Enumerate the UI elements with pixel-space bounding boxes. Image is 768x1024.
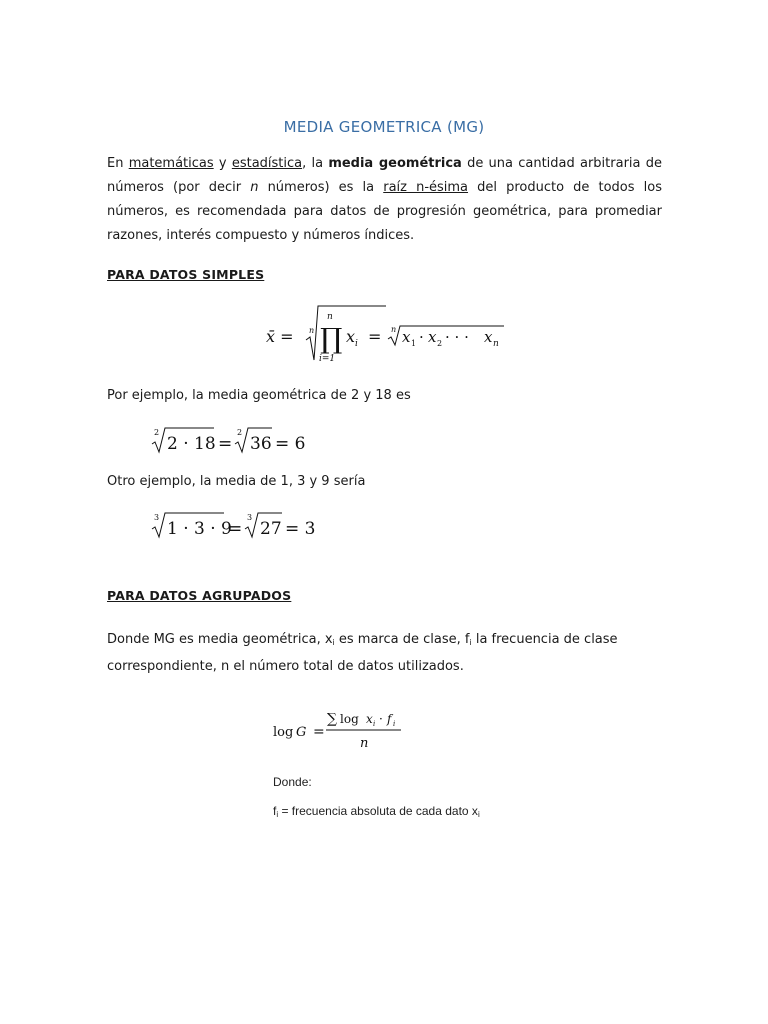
num-f: f xyxy=(387,712,392,726)
dot-1: · xyxy=(419,328,424,346)
xn-sub: n xyxy=(493,339,499,349)
link-raiz-n-esima[interactable]: raíz n-ésima xyxy=(383,180,469,195)
intro-text-3: , la xyxy=(302,156,329,171)
bold-term: media geométrica xyxy=(328,156,462,171)
root-index-2: n xyxy=(391,325,397,334)
intro-text-1: En xyxy=(107,156,129,171)
root-index: n xyxy=(309,326,315,335)
section-heading-grouped: PARA DATOS AGRUPADOS xyxy=(107,588,292,603)
intro-text-2: y xyxy=(213,156,232,171)
section-heading-simple: PARA DATOS SIMPLES xyxy=(107,267,265,282)
formula-example2 xyxy=(150,505,340,545)
grouped-sub-2: i xyxy=(469,638,472,647)
x1: x xyxy=(402,328,411,346)
donde-label: Donde: xyxy=(273,775,312,789)
page-title: MEDIA GEOMETRICA (MG) xyxy=(283,118,485,136)
sigma-symbol: ∑ xyxy=(327,711,337,727)
ex1-index: 2 xyxy=(154,428,160,437)
formula-lhs: x̄ = xyxy=(266,327,294,346)
grouped-sub-1: i xyxy=(332,638,335,647)
example2-text: Otro ejemplo, la media de 1, 3 y 9 sería xyxy=(107,474,366,489)
intro-text-4: de una cantidad arbitraria de números (por decir xyxy=(107,156,662,195)
ex1-radicand: 2 · 18 xyxy=(167,434,216,454)
lhs-log: log xyxy=(273,725,294,740)
x1-sub: 1 xyxy=(411,339,417,348)
num-f-sub: i xyxy=(393,720,396,728)
term-x: x xyxy=(346,327,356,346)
ex1-radicand-2: 36 xyxy=(250,434,272,454)
num-dot: · xyxy=(379,712,383,726)
num-x: x xyxy=(366,712,373,726)
fi-text: = frecuencia absoluta de cada dato x xyxy=(278,804,478,818)
fi-definition xyxy=(273,804,480,819)
x2-sub: 2 xyxy=(437,339,443,348)
formula-simple xyxy=(262,300,512,370)
den-n: n xyxy=(360,736,369,751)
ex1-index-2: 2 xyxy=(237,428,243,437)
grouped-text-2: es marca de clase, f xyxy=(334,632,470,647)
term-sub: i xyxy=(355,339,358,349)
ex2-index-2: 3 xyxy=(247,513,253,522)
fi-x-sub: i xyxy=(477,810,480,819)
intro-paragraph xyxy=(107,152,662,248)
ex1-result: = 6 xyxy=(275,434,306,454)
grouped-text-1: Donde MG es media geométrica, x xyxy=(107,632,333,647)
ex2-result: = 3 xyxy=(285,519,316,539)
ex2-radicand: 1 · 3 · 9 xyxy=(167,519,232,539)
ex2-radicand-2: 27 xyxy=(260,519,282,539)
grouped-text-3: la frecuencia de clase correspondiente, n el número total de datos utilizados. xyxy=(107,632,618,674)
num-log: log xyxy=(340,712,359,726)
lhs-g: G xyxy=(296,725,307,740)
fi-f-sub: i xyxy=(276,810,279,819)
formula-grouped xyxy=(272,705,412,755)
product-upper: n xyxy=(327,312,333,322)
n-italic: n xyxy=(250,180,259,195)
intro-text-5: números) es la xyxy=(258,180,384,195)
ex2-equals: = xyxy=(228,519,243,539)
fi-f: f xyxy=(273,804,277,818)
formula-example1 xyxy=(150,420,330,460)
ex1-equals: = xyxy=(218,434,233,454)
dots: · · · xyxy=(445,328,469,346)
grouped-equals: = xyxy=(313,724,325,740)
product-symbol: ∏ xyxy=(320,322,343,355)
link-matematicas[interactable]: matemáticas xyxy=(128,156,214,171)
example1-text: Por ejemplo, la media geométrica de 2 y 18 es xyxy=(107,388,411,403)
ex2-index: 3 xyxy=(154,513,160,522)
equals-sign: = xyxy=(368,327,382,346)
num-x-sub: i xyxy=(373,720,376,728)
link-estadistica[interactable]: estadística xyxy=(231,156,303,171)
xn: x xyxy=(484,328,493,346)
product-lower: i=1 xyxy=(319,354,336,364)
x2: x xyxy=(428,328,437,346)
grouped-paragraph xyxy=(107,628,627,679)
intro-text-6: del producto de todos los números, es recomendada para datos de progresión geométrica, para promediar razones, interés compuesto y números índices. xyxy=(107,180,662,243)
